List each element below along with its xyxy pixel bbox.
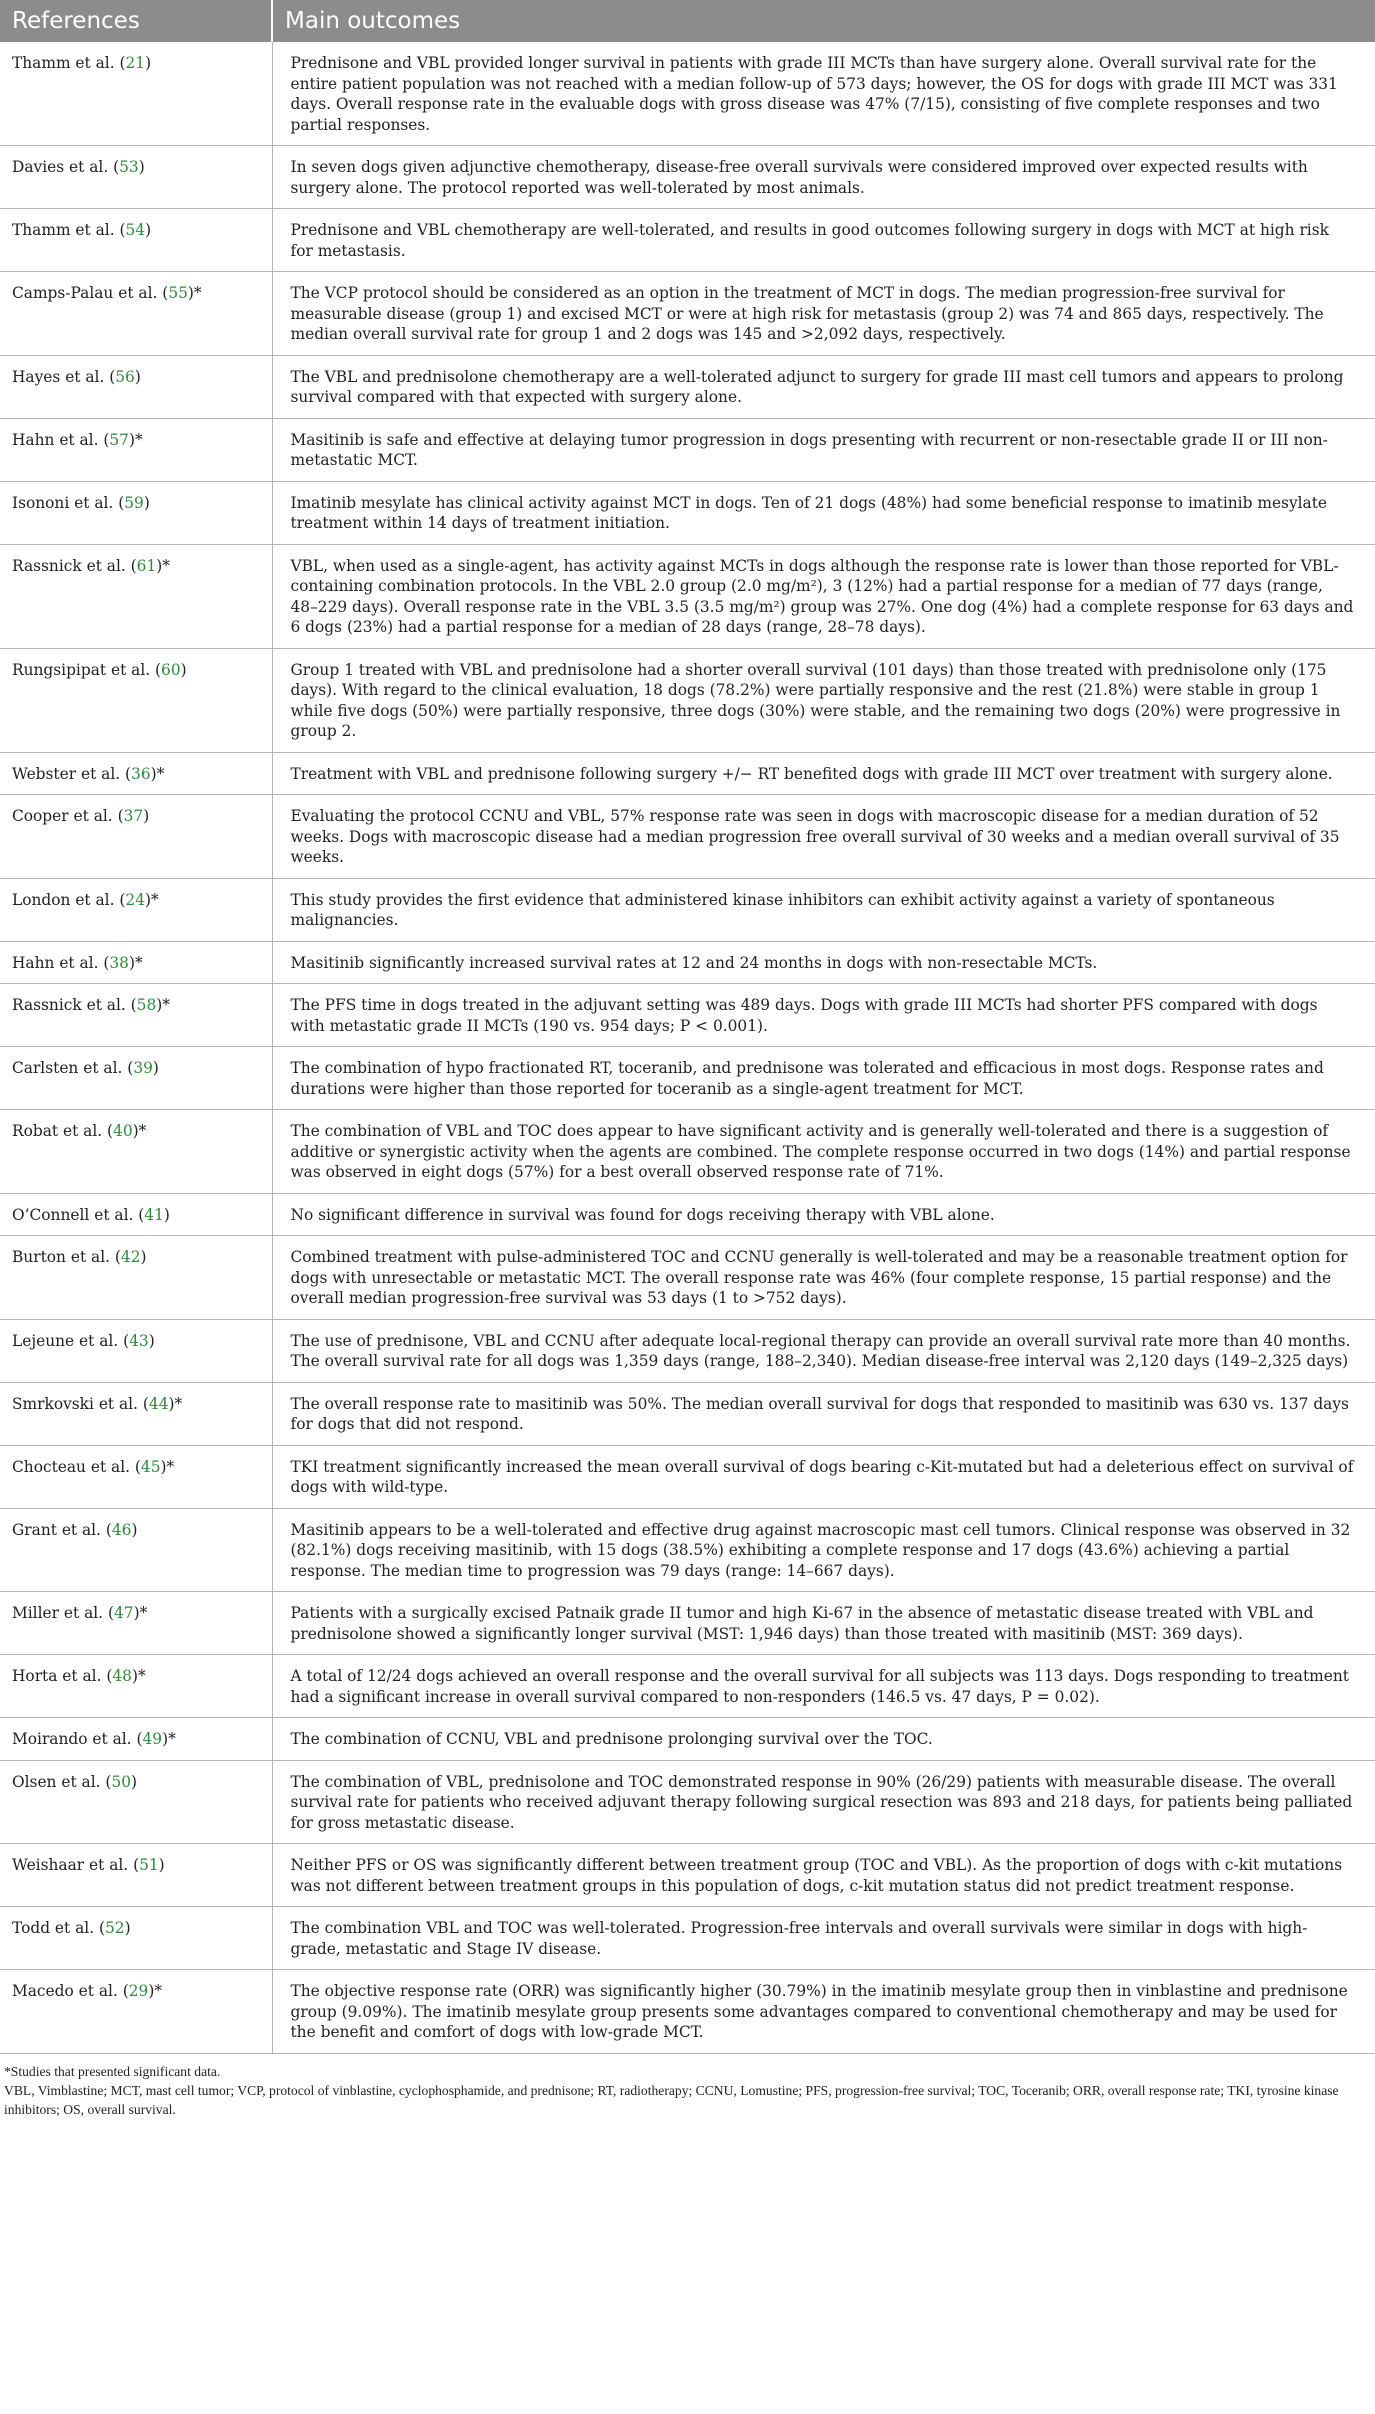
reference-close-paren: ): [131, 1667, 138, 1685]
reference-number-link[interactable]: 45: [140, 1457, 161, 1476]
outcome-cell: Masitinib appears to be a well-tolerated and effective drug against macroscopic mast cell tumors. Clinical response was observed in 32 (82.1%) dogs receiving masitinib, with 15 dogs (38.5%) exhibiting a complete response and 17 dogs (43.6%) achieving a partial response. The median time to progression was 79 days (range: 14–667 days).: [272, 1508, 1375, 1592]
reference-author: Olsen et al. (: [12, 1772, 112, 1791]
reference-author: Camps-Palau et al. (: [12, 284, 169, 302]
reference-cell: [0, 1760, 272, 1844]
reference-cell: [0, 648, 272, 752]
reference-number-link[interactable]: 46: [111, 1520, 132, 1539]
table-row: [0, 984, 1375, 1047]
table-row: [0, 272, 1375, 356]
reference-number-link[interactable]: 24: [125, 890, 145, 909]
table-row: [0, 418, 1375, 481]
significance-marker: *: [162, 556, 170, 575]
reference-cell: [0, 1844, 272, 1907]
outcome-cell: The PFS time in dogs treated in the adjuvant setting was 489 days. Dogs with grade III MCTs had shorter PFS compared with dogs with metastatic grade II MCTs (190 vs. 954 days; P < 0.001).: [272, 984, 1375, 1047]
reference-cell: [0, 1592, 272, 1655]
significance-marker: *: [156, 764, 165, 783]
table-row: [0, 648, 1375, 752]
reference-close-paren: ): [168, 1394, 175, 1413]
significance-marker: *: [193, 284, 202, 302]
table-row: [0, 795, 1375, 879]
reference-number-link[interactable]: 42: [120, 1248, 141, 1266]
outcome-cell: Prednisone and VBL provided longer survival in patients with grade III MCTs than have surgery alone. Overall survival rate for the entire patient population was not reached with a median follow-up of 573 days; however, the OS for dogs with grade III MCT was 331 days. Overall response rate in the evaluable dogs with gross disease was 47% (7/15), consisting of five complete responses and two partial responses.: [272, 42, 1375, 146]
reference-cell: [0, 272, 272, 356]
table-row: [0, 1236, 1375, 1320]
significance-marker: *: [166, 1457, 175, 1476]
reference-number-link[interactable]: 36: [131, 764, 151, 783]
reference-close-paren: ): [134, 367, 141, 386]
reference-close-paren: ): [133, 1604, 140, 1622]
reference-author: Miller et al. (: [12, 1604, 114, 1622]
reference-cell: [0, 795, 272, 879]
reference-close-paren: ): [143, 807, 150, 825]
reference-author: Moirando et al. (: [12, 1730, 143, 1748]
reference-cell: [0, 984, 272, 1047]
reference-cell: [0, 1655, 272, 1718]
outcome-cell: The VCP protocol should be considered as an option in the treatment of MCT in dogs. The median progression-free survival for measurable disease (group 1) and excised MCT or were at high risk for metastasis (group 2) was 74 and 865 days, respectively. The median overall survival rate for group 1 and 2 dogs was 145 and >2,092 days, respectively.: [272, 272, 1375, 356]
reference-number-link[interactable]: 55: [168, 284, 188, 302]
reference-close-paren: ): [156, 556, 163, 575]
significance-marker: *: [151, 890, 159, 909]
outcome-cell: The VBL and prednisolone chemotherapy are a well-tolerated adjunct to surgery for grade III mast cell tumors and appears to prolong survival compared with that expected with surgery alone.: [272, 355, 1375, 418]
table-row: [0, 1907, 1375, 1970]
significance-marker: *: [174, 1394, 183, 1413]
reference-cell: [0, 1718, 272, 1761]
reference-number-link[interactable]: 50: [111, 1772, 132, 1791]
reference-number-link[interactable]: 60: [161, 660, 181, 679]
outcome-cell: The overall response rate to masitinib was 50%. The median overall survival for dogs that responded to masitinib was 630 vs. 137 days for dogs that did not respond.: [272, 1382, 1375, 1445]
reference-close-paren: ): [160, 1457, 167, 1476]
table-row: [0, 355, 1375, 418]
reference-author: Cooper et al. (: [12, 807, 124, 825]
reference-number-link[interactable]: 56: [115, 367, 135, 386]
table-row: [0, 1592, 1375, 1655]
significance-marker: *: [154, 1982, 163, 2000]
reference-author: Lejeune et al. (: [12, 1331, 130, 1350]
reference-author: Hahn et al. (: [12, 430, 110, 449]
reference-cell: [0, 418, 272, 481]
reference-number-link[interactable]: 61: [136, 556, 157, 575]
table-row: [0, 941, 1375, 984]
reference-number-link[interactable]: 41: [144, 1205, 164, 1224]
reference-author: Smrkovski et al. (: [12, 1394, 149, 1413]
reference-number-link[interactable]: 44: [148, 1394, 169, 1413]
header-main-outcomes: Main outcomes: [272, 0, 1375, 42]
reference-close-paren: ): [124, 1919, 131, 1937]
outcome-cell: VBL, when used as a single-agent, has activity against MCTs in dogs although the response rate is lower than those reported for VBL-containing combination protocols. In the VBL 2.0 group (2.0 mg/m²), 3 (12%) had a partial response for a median of 77 days (range, 48–229 days). Overall response rate in the VBL 3.5 (3.5 mg/m²) group was 27%. One dog (4%) had a complete response for 63 days and 6 dogs (23%) had a partial response for a median of 28 days (range, 28–78 days).: [272, 544, 1375, 648]
footnote-abbreviations: VBL, Vimblastine; MCT, mast cell tumor; VCP, protocol of vinblastine, cyclophosphamide, and prednisone; RT, radiotherapy; CCNU, Lomustine; PFS, progression-free survival; TOC, Toceranib; ORR, overall response rate; TKI, tyrosine kinase inhibitors; OS, overall survival.: [4, 2082, 1342, 2117]
reference-cell: [0, 1445, 272, 1508]
table-row: [0, 1844, 1375, 1907]
outcome-cell: The combination of VBL, prednisolone and TOC demonstrated response in 90% (26/29) patients with measurable disease. The overall survival rate for patients who received adjuvant therapy following surgical resection was 893 and 218 days, for patients being palliated for gross metastatic disease.: [272, 1760, 1375, 1844]
outcome-cell: Masitinib is safe and effective at delaying tumor progression in dogs presenting with recurrent or non-resectable grade II or III non-metastatic MCT.: [272, 418, 1375, 481]
reference-author: Rungsipipat et al. (: [12, 660, 162, 679]
table-row: [0, 1047, 1375, 1110]
significance-marker: *: [137, 1667, 146, 1685]
outcome-cell: Patients with a surgically excised Patnaik grade II tumor and high Ki-67 in the absence of metastatic disease treated with VBL and prednisolone showed a significantly longer survival (MST: 1,946 days) than those treated with masitinib (MST: 369 days).: [272, 1592, 1375, 1655]
reference-number-link[interactable]: 37: [123, 807, 144, 825]
table-row: [0, 1760, 1375, 1844]
reference-cell: [0, 1236, 272, 1320]
reference-author: Rassnick et al. (: [12, 996, 137, 1014]
reference-author: Hayes et al. (: [12, 367, 116, 386]
reference-close-paren: ): [150, 764, 157, 783]
outcome-cell: No significant difference in survival was found for dogs receiving therapy with VBL alone.: [272, 1193, 1375, 1236]
table-row: [0, 209, 1375, 272]
header-references: References: [0, 0, 272, 42]
reference-number-link[interactable]: 21: [125, 54, 146, 72]
reference-author: Todd et al. (: [12, 1919, 106, 1937]
reference-author: Isononi et al. (: [12, 493, 125, 512]
outcome-cell: Group 1 treated with VBL and prednisolone had a shorter overall survival (101 days) than those treated with prednisolone only (175 days). With regard to the clinical evaluation, 18 dogs (78.2%) were partially responsive and the rest (21.8%) were stable in group 1 while five dogs (50%) were partially responsive, three dogs (30%) were stable, and the remaining two dogs (20%) were progressive in group 2.: [272, 648, 1375, 752]
reference-author: Thamm et al. (: [12, 54, 126, 72]
reference-author: Burton et al. (: [12, 1248, 121, 1266]
reference-close-paren: ): [128, 430, 135, 449]
table-row: [0, 1193, 1375, 1236]
reference-cell: [0, 146, 272, 209]
reference-number-link[interactable]: 54: [125, 221, 146, 239]
outcome-cell: In seven dogs given adjunctive chemotherapy, disease-free overall survivals were considered improved over expected results with surgery alone. The protocol reported was well-tolerated by most animals.: [272, 146, 1375, 209]
significance-marker: *: [162, 996, 170, 1014]
outcome-cell: A total of 12/24 dogs achieved an overall response and the overall survival for all subjects was 113 days. Dogs responding to treatment had a significant increase in overall survival compared to non-responders (146.5 vs. 47 days, P = 0.02).: [272, 1655, 1375, 1718]
outcome-cell: This study provides the first evidence that administered kinase inhibitors can exhibit activity against a variety of spontaneous malignancies.: [272, 878, 1375, 941]
table-row: [0, 544, 1375, 648]
reference-number-link[interactable]: 29: [128, 1982, 149, 2000]
reference-number-link[interactable]: 57: [109, 430, 129, 449]
reference-close-paren: ): [131, 1520, 138, 1539]
reference-author: London et al. (: [12, 890, 126, 909]
reference-author: Carlsten et al. (: [12, 1059, 134, 1077]
reference-close-paren: ): [140, 1248, 147, 1266]
outcome-cell: Treatment with VBL and prednisone following surgery +/− RT benefited dogs with grade III MCT over treatment with surgery alone.: [272, 752, 1375, 795]
reference-cell: [0, 209, 272, 272]
reference-close-paren: ): [148, 1982, 155, 2000]
significance-marker: *: [139, 1604, 148, 1622]
reference-cell: [0, 1907, 272, 1970]
table-row: [0, 878, 1375, 941]
outcome-cell: Neither PFS or OS was significantly different between treatment group (TOC and VBL). As the proportion of dogs with c-kit mutations was not different between treatment groups in this population of dogs, c-kit mutation status did not predict treatment response.: [272, 1844, 1375, 1907]
footnote-significant: *Studies that presented significant data.: [4, 2063, 221, 2079]
reference-author: Hahn et al. (: [12, 953, 110, 972]
reference-author: Weishaar et al. (: [12, 1856, 140, 1874]
outcome-cell: The combination of hypo fractionated RT, toceranib, and prednisone was tolerated and efficacious in most dogs. Response rates and durations were higher than those reported for toceranib as a single-agent treatment for MCT.: [272, 1047, 1375, 1110]
reference-author: Davies et al. (: [12, 158, 120, 176]
reference-author: Chocteau et al. (: [12, 1457, 141, 1476]
table-row: [0, 1970, 1375, 2054]
reference-cell: [0, 1110, 272, 1194]
reference-close-paren: ): [148, 1331, 155, 1350]
reference-close-paren: ): [156, 996, 163, 1014]
outcome-cell: TKI treatment significantly increased the mean overall survival of dogs bearing c-Kit-mutated but had a deleterious effect on survival of dogs with wild-type.: [272, 1445, 1375, 1508]
reference-cell: [0, 481, 272, 544]
outcome-cell: The combination VBL and TOC was well-tolerated. Progression-free intervals and overall survivals were similar in dogs with high-grade, metastatic and Stage IV disease.: [272, 1907, 1375, 1970]
reference-author: Horta et al. (: [12, 1667, 113, 1685]
reference-author: Macedo et al. (: [12, 1982, 129, 2000]
table-row: [0, 1655, 1375, 1718]
significance-marker: *: [168, 1730, 176, 1748]
table-row: [0, 481, 1375, 544]
reference-cell: [0, 1193, 272, 1236]
reference-number-link[interactable]: 49: [142, 1730, 163, 1748]
outcome-cell: Prednisone and VBL chemotherapy are well-tolerated, and results in good outcomes following surgery in dogs with MCT at high risk for metastasis.: [272, 209, 1375, 272]
reference-close-paren: ): [143, 493, 150, 512]
reference-cell: [0, 544, 272, 648]
table-row: [0, 1319, 1375, 1382]
reference-close-paren: ): [152, 1059, 159, 1077]
outcome-cell: The combination of VBL and TOC does appear to have significant activity and is generally well-tolerated and there is a suggestion of additive or synergistic activity when the agents are combined. The complete response occurred in two dogs (14%) and partial response was observed in eight dogs (57%) for a best overall observed response rate of 71%.: [272, 1110, 1375, 1194]
reference-cell: [0, 1319, 272, 1382]
reference-author: O’Connell et al. (: [12, 1205, 145, 1224]
outcome-cell: The combination of CCNU, VBL and prednisone prolonging survival over the TOC.: [272, 1718, 1375, 1761]
reference-cell: [0, 1508, 272, 1592]
significance-marker: *: [135, 953, 143, 972]
table-row: [0, 42, 1375, 146]
reference-close-paren: ): [145, 890, 152, 909]
outcome-cell: Evaluating the protocol CCNU and VBL, 57% response rate was seen in dogs with macroscopic disease for a median duration of 52 weeks. Dogs with macroscopic disease had a median progression free overall survival of 30 weeks and a median overall survival of 35 weeks.: [272, 795, 1375, 879]
reference-number-link[interactable]: 38: [109, 953, 129, 972]
reference-close-paren: ): [158, 1856, 165, 1874]
reference-author: Webster et al. (: [12, 764, 132, 783]
significance-marker: *: [138, 1122, 147, 1140]
table-footnotes: [0, 2054, 1375, 2119]
table-row: [0, 1110, 1375, 1194]
reference-close-paren: ): [163, 1205, 170, 1224]
reference-close-paren: ): [187, 284, 194, 302]
reference-close-paren: ): [145, 54, 152, 72]
reference-number-link[interactable]: 47: [113, 1604, 134, 1622]
table-row: [0, 1445, 1375, 1508]
outcome-cell: Masitinib significantly increased survival rates at 12 and 24 months in dogs with non-resectable MCTs.: [272, 941, 1375, 984]
reference-cell: [0, 42, 272, 146]
reference-cell: [0, 1970, 272, 2054]
reference-number-link[interactable]: 58: [136, 996, 157, 1014]
reference-close-paren: ): [128, 953, 135, 972]
reference-author: Robat et al. (: [12, 1122, 114, 1140]
reference-number-link[interactable]: 39: [133, 1059, 153, 1077]
table-row: [0, 1508, 1375, 1592]
outcome-cell: The use of prednisone, VBL and CCNU after adequate local-regional therapy can provide an overall survival rate more than 40 months. The overall survival rate for all dogs was 1,359 days (range, 188–2,340). Median disease-free interval was 2,120 days (149–2,325 days): [272, 1319, 1375, 1382]
outcome-cell: Imatinib mesylate has clinical activity against MCT in dogs. Ten of 21 dogs (48%) had some beneficial response to imatinib mesylate treatment within 14 days of treatment initiation.: [272, 481, 1375, 544]
reference-cell: [0, 1382, 272, 1445]
reference-close-paren: ): [132, 1122, 139, 1140]
outcome-cell: The objective response rate (ORR) was significantly higher (30.79%) in the imatinib mesylate group then in vinblastine and prednisone group (9.09%). The imatinib mesylate group presents some advantages compared to conventional chemotherapy and may be used for the benefit and comfort of dogs with low-grade MCT.: [272, 1970, 1375, 2054]
reference-cell: [0, 355, 272, 418]
table-row: [0, 1382, 1375, 1445]
reference-close-paren: ): [138, 158, 145, 176]
reference-close-paren: ): [131, 1772, 138, 1791]
reference-cell: [0, 941, 272, 984]
reference-cell: [0, 752, 272, 795]
table-header: [0, 0, 1375, 42]
reference-number-link[interactable]: 48: [112, 1667, 132, 1685]
significance-marker: *: [135, 430, 143, 449]
table-row: [0, 1718, 1375, 1761]
reference-number-link[interactable]: 40: [113, 1122, 133, 1140]
reference-number-link[interactable]: 59: [124, 493, 144, 512]
outcome-cell: Combined treatment with pulse-administered TOC and CCNU generally is well-tolerated and may be a reasonable treatment option for dogs with unresectable or metastatic MCT. The overall response rate was 46% (four complete response, 15 partial response) and the overall median progression-free survival was 53 days (1 to >752 days).: [272, 1236, 1375, 1320]
reference-author: Rassnick et al. (: [12, 556, 137, 575]
table-row: [0, 146, 1375, 209]
table-row: [0, 752, 1375, 795]
reference-close-paren: ): [162, 1730, 169, 1748]
reference-close-paren: ): [180, 660, 187, 679]
reference-cell: [0, 1047, 272, 1110]
reference-number-link[interactable]: 51: [139, 1856, 159, 1874]
reference-close-paren: ): [145, 221, 152, 239]
reference-number-link[interactable]: 43: [129, 1331, 149, 1350]
reference-author: Thamm et al. (: [12, 221, 126, 239]
reference-number-link[interactable]: 53: [119, 158, 139, 176]
reference-author: Grant et al. (: [12, 1520, 112, 1539]
reference-cell: [0, 878, 272, 941]
table-body: [0, 42, 1375, 2053]
reference-number-link[interactable]: 52: [105, 1919, 125, 1937]
